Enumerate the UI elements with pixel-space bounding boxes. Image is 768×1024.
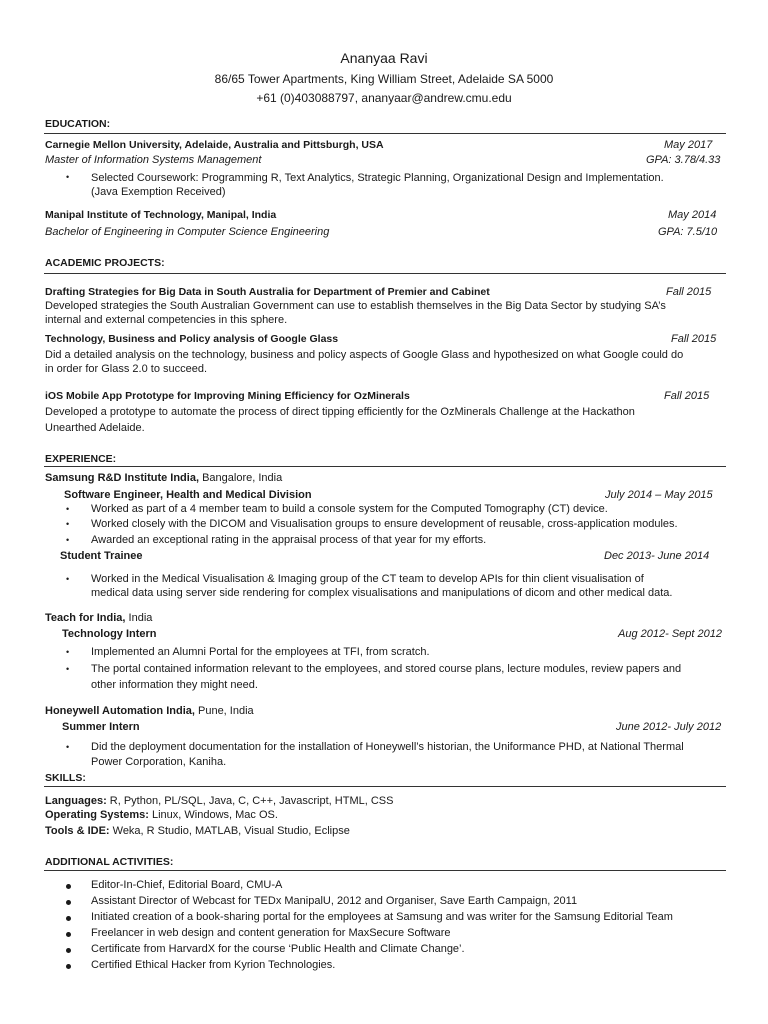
education-heading: EDUCATION:	[45, 118, 111, 130]
project-desc-2a: Did a detailed analysis on the technology, business and policy aspects of Google Glass and hypothesized on what Google could do	[45, 349, 684, 361]
address: 86/65 Tower Apartments, King William Street, Adelaide SA 5000	[214, 72, 554, 86]
bullet-icon: •	[66, 647, 70, 657]
exp-honeywell-b1a: Did the deployment documentation for the installation of Honeywell’s historian, the Uniformance PHD, at National Thermal	[91, 741, 684, 753]
project-title-1: Drafting Strategies for Big Data in South Australia for Department of Premier and Cabinet	[45, 286, 490, 298]
skills-value: R, Python, PL/SQL, Java, C, C++, Javascript, HTML, CSS	[106, 795, 394, 807]
skills-value: Weka, R Studio, MATLAB, Visual Studio, Eclipse	[109, 825, 350, 837]
exp-honeywell-role: Summer Intern	[62, 721, 140, 733]
education-rule	[44, 133, 726, 134]
project-desc-2b: in order for Glass 2.0 to succeed.	[45, 363, 208, 375]
experience-rule	[44, 466, 726, 467]
skills-label: Languages:	[45, 795, 107, 807]
project-desc-1b: internal and external competencies in this sphere.	[45, 314, 288, 326]
projects-rule	[44, 273, 726, 274]
edu-gpa-1: GPA: 3.78/4.33	[646, 154, 721, 166]
org-name: Honeywell Automation India,	[45, 705, 195, 717]
exp-tfi-b2a: The portal contained information relevant to the employees, and stored course plans, lecture modules, review papers and	[91, 663, 682, 675]
edu-coursework: Selected Coursework: Programming R, Text Analytics, Strategic Planning, Organizational Design and Implementation.	[91, 172, 664, 184]
org-name: Samsung R&D Institute India,	[45, 472, 200, 484]
project-date-1: Fall 2015	[666, 286, 712, 298]
bullet-icon: •	[66, 504, 70, 514]
skills-os	[45, 809, 278, 821]
edu-date-2: May 2014	[668, 209, 717, 221]
project-title-3: iOS Mobile App Prototype for Improving Mining Efficiency for OzMinerals	[45, 390, 410, 402]
activity-item: Certificate from HarvardX for the course ‘Public Health and Climate Change’.	[91, 943, 465, 955]
exp-samsung-b4a: Worked in the Medical Visualisation & Imaging group of the CT team to develop APIs for thin client visualisation of	[91, 573, 644, 585]
bullet-icon	[66, 884, 71, 889]
exp-tfi-role: Technology Intern	[62, 628, 157, 640]
activities-rule	[44, 870, 726, 871]
project-desc-3b: Unearthed Adelaide.	[45, 422, 145, 434]
skills-label: Tools & IDE:	[45, 825, 110, 837]
exp-honeywell-date: June 2012- July 2012	[616, 721, 722, 733]
project-date-2: Fall 2015	[671, 333, 717, 345]
exp-tfi-date: Aug 2012- Sept 2012	[618, 628, 722, 640]
org-location: Bangalore, India	[199, 472, 283, 484]
bullet-icon	[66, 916, 71, 921]
bullet-icon	[66, 948, 71, 953]
skills-languages	[45, 795, 393, 807]
exp-tfi-b2b: other information they might need.	[91, 679, 258, 691]
exp-samsung-date2: Dec 2013- June 2014	[604, 550, 710, 562]
exp-samsung-b3: Awarded an exceptional rating in the appraisal process of that year for my efforts.	[91, 534, 487, 546]
bullet-icon: •	[66, 519, 70, 529]
project-desc-1a: Developed strategies the South Australian Government can use to establish themselves in the Big Data Sector by studying SA’s	[45, 300, 666, 312]
exp-samsung-b4b: medical data using server side rendering for complex visualisations and manipulations of dicom and other medical data.	[91, 587, 673, 599]
edu-gpa-2: GPA: 7.5/10	[658, 226, 718, 238]
edu-school-2: Manipal Institute of Technology, Manipal, India	[45, 209, 277, 221]
exp-honeywell-org	[45, 705, 254, 717]
project-desc-3a: Developed a prototype to automate the process of direct tipping efficiently for the OzMinerals Challenge at the Hackathon	[45, 406, 635, 418]
exp-samsung-role1: Software Engineer, Health and Medical Division	[64, 489, 312, 501]
edu-date-1: May 2017	[664, 139, 713, 151]
project-date-3: Fall 2015	[664, 390, 710, 402]
activities-heading: ADDITIONAL ACTIVITIES:	[45, 856, 174, 868]
skills-tools	[45, 825, 350, 837]
resume-name: Ananyaa Ravi	[340, 50, 428, 66]
org-location: India	[125, 612, 153, 624]
bullet-icon	[66, 964, 71, 969]
activity-item: Assistant Director of Webcast for TEDx ManipalU, 2012 and Organiser, Save Earth Campaign, 2011	[91, 895, 578, 907]
experience-heading: EXPERIENCE:	[45, 453, 117, 465]
exp-samsung-b2: Worked closely with the DICOM and Visualisation groups to ensure development of reusable, cross-application modules.	[91, 518, 678, 530]
activity-item: Freelancer in web design and content generation for MaxSecure Software	[91, 927, 451, 939]
exp-honeywell-b1b: Power Corporation, Kaniha.	[91, 756, 227, 768]
bullet-icon	[66, 932, 71, 937]
bullet-icon	[66, 900, 71, 905]
activity-item: Certified Ethical Hacker from Kyrion Technologies.	[91, 959, 336, 971]
activity-item: Initiated creation of a book-sharing portal for the employees at Samsung and was writer for the Samsung Editorial Team	[91, 911, 673, 923]
skills-rule	[44, 786, 726, 787]
exp-tfi-b1: Implemented an Alumni Portal for the employees at TFI, from scratch.	[91, 646, 430, 658]
skills-value: Linux, Windows, Mac OS.	[148, 809, 278, 821]
exp-samsung-b1: Worked as part of a 4 member team to build a console system for the Computed Tomography (CT) device.	[91, 503, 608, 515]
exp-tfi-org	[45, 612, 152, 624]
exp-samsung-org	[45, 472, 282, 484]
projects-heading: ACADEMIC PROJECTS:	[45, 257, 165, 269]
bullet-icon: •	[66, 742, 70, 752]
contact: +61 (0)403088797, ananyaar@andrew.cmu.edu	[256, 91, 512, 105]
project-title-2: Technology, Business and Policy analysis of Google Glass	[45, 333, 339, 345]
bullet-icon: •	[66, 664, 70, 674]
org-location: Pune, India	[194, 705, 254, 717]
edu-degree-1: Master of Information Systems Management	[45, 154, 262, 166]
activity-item: Editor-In-Chief, Editorial Board, CMU-A	[91, 879, 283, 891]
org-name: Teach for India,	[45, 612, 126, 624]
bullet-icon: •	[66, 574, 70, 584]
exp-samsung-date1: July 2014 – May 2015	[605, 489, 713, 501]
skills-label: Operating Systems:	[45, 809, 149, 821]
edu-school-1: Carnegie Mellon University, Adelaide, Australia and Pittsburgh, USA	[45, 139, 384, 151]
bullet-icon: •	[66, 535, 70, 545]
bullet-icon: •	[66, 172, 70, 182]
edu-degree-2: Bachelor of Engineering in Computer Science Engineering	[45, 226, 330, 238]
skills-heading: SKILLS:	[45, 772, 86, 784]
exp-samsung-role2: Student Trainee	[60, 550, 143, 562]
edu-coursework-2: (Java Exemption Received)	[91, 186, 226, 198]
